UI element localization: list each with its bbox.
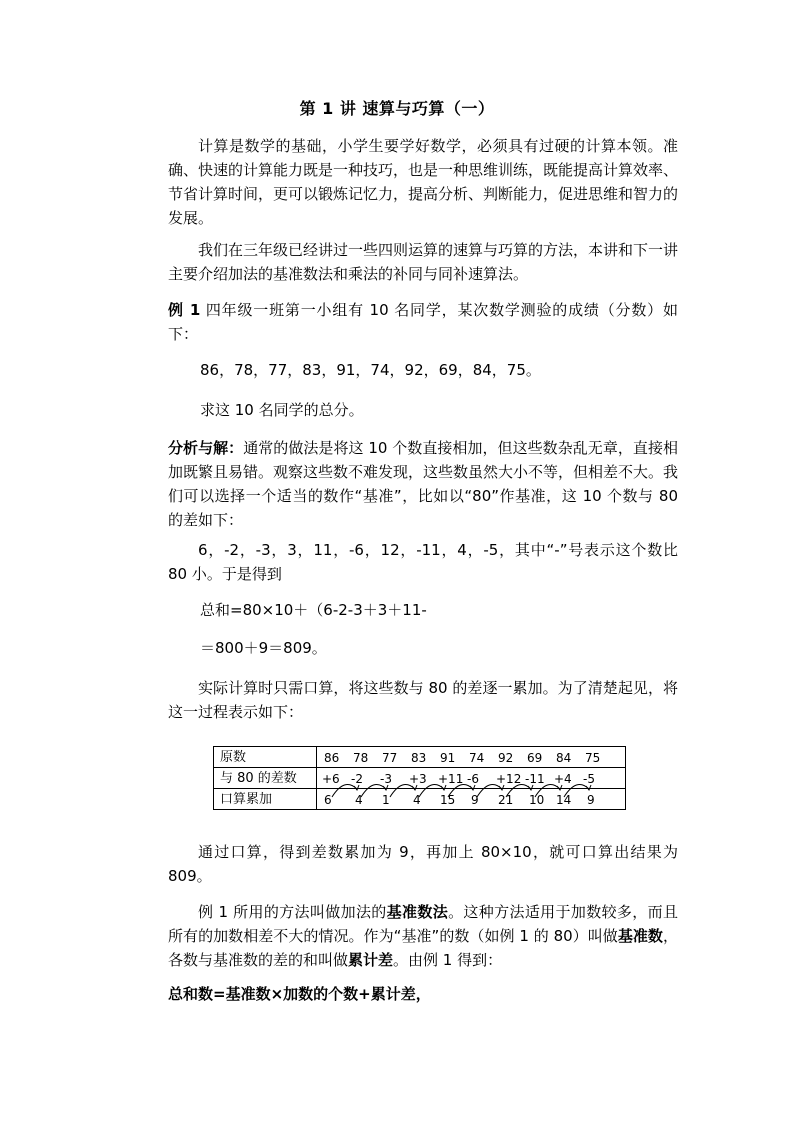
- original-score-cell: 74: [469, 751, 485, 765]
- accumulation-arrow: [477, 785, 502, 798]
- row-header-original: 原数: [220, 750, 247, 765]
- cumulative-cell: 14: [556, 793, 572, 807]
- arrow-head: [499, 785, 504, 790]
- original-score-cell: 86: [324, 751, 340, 765]
- arrow-head: [586, 785, 591, 790]
- original-score-cell: 75: [585, 751, 601, 765]
- difference-cell: +12: [496, 772, 522, 786]
- arrow-head: [528, 785, 533, 790]
- term-base-number: 基准数: [617, 927, 663, 945]
- method-paragraph: [168, 900, 678, 972]
- accumulation-arrow: [535, 785, 560, 798]
- cumulative-cell: 10: [529, 793, 545, 807]
- original-score-cell: 84: [556, 751, 572, 765]
- original-score-cell: 77: [382, 751, 398, 765]
- overview-paragraph: 我们在三年级已经讲过一些四则运算的速算与巧算的方法，本讲和下一讲主要介绍加法的基准数法和乘法的补同与同补速算法。: [168, 241, 679, 283]
- cumulative-cell: 9: [471, 793, 479, 807]
- question-line: 求这 10 名同学的总分。: [200, 401, 364, 419]
- accumulation-table: [213, 746, 626, 810]
- result-paragraph: 通过口算，得到差数累加为 9，再加上 80×10，就可口算出结果为 809。: [168, 843, 678, 885]
- scores-line: 86，78，77，83，91，74，92，69，84，75。: [200, 361, 541, 379]
- cumulative-cell: 4: [355, 793, 363, 807]
- original-score-cell: 91: [440, 751, 456, 765]
- original-score-cell: 83: [411, 751, 427, 765]
- row-header-cumulative: 口算累加: [220, 792, 273, 807]
- arrow-head: [412, 785, 417, 790]
- original-score-cell: 69: [527, 751, 543, 765]
- difference-cell: +4: [554, 772, 572, 786]
- arrow-head: [354, 785, 359, 790]
- difference-cell: -11: [525, 772, 545, 786]
- difference-cell: +6: [322, 772, 340, 786]
- cumulative-cell: 4: [413, 793, 421, 807]
- lesson-title: 第 1 讲 速算与巧算（一）: [299, 99, 495, 118]
- accumulation-arrows: [214, 747, 627, 811]
- cumulative-cell: 9: [587, 793, 595, 807]
- method-text-a: 例 1 所用的方法叫做加法的: [198, 903, 387, 921]
- arrow-head: [441, 785, 446, 790]
- differences-paragraph: 6，-2，-3，3，11，-6，12，-11，4，-5，其中“-”号表示这个数比 80 小。于是得到: [168, 541, 678, 583]
- difference-cell: -6: [467, 772, 479, 786]
- row-header-differences: 与 80 的差数: [220, 771, 297, 786]
- accumulation-arrow: [332, 785, 357, 798]
- cumulative-cell: 6: [324, 793, 332, 807]
- example-1-label: 例 1: [168, 301, 201, 319]
- cumulative-cell: 15: [440, 793, 456, 807]
- arrow-head: [383, 785, 388, 790]
- sum-line-2: ＝800＋9＝809。: [200, 639, 327, 657]
- analysis-paragraph: [168, 436, 678, 532]
- difference-cell: +3: [409, 772, 427, 786]
- arrow-head: [557, 785, 562, 790]
- accumulation-arrow: [361, 785, 386, 798]
- term-base-number-method: 基准数法: [386, 903, 449, 921]
- actual-calc-paragraph: 实际计算时只需口算，将这些数与 80 的差逐一累加。为了清楚起见，将这一过程表示如下：: [168, 679, 678, 721]
- term-cumulative-difference: 累计差: [348, 951, 394, 969]
- cumulative-cell: 1: [382, 793, 390, 807]
- analysis-label: 分析与解：: [168, 439, 244, 457]
- intro-paragraph: 计算是数学的基础，小学生要学好数学，必须具有过硬的计算本领。准确、快速的计算能力既是一种技巧，也是一种思维训练，既能提高计算效率、节省计算时间，更可以锻炼记忆力，提高分析、判断能力，促进思维和智力的发展。: [168, 137, 679, 227]
- difference-cell: -3: [380, 772, 392, 786]
- difference-cell: -2: [351, 772, 363, 786]
- analysis-text: 通常的做法是将这 10 个数直接相加，但这些数杂乱无章，直接相加既繁且易错。观察这些数不难发现，这些数虽然大小不等，但相差不大。我们可以选择一个适当的数作“基准”，比如以“80”作基准，这 10 个数与 80 的差如下：: [168, 439, 679, 529]
- method-text-e: 。由例 1 得到：: [393, 951, 503, 969]
- sum-line-1: 总和=80×10＋（6-2-3＋3＋11-: [200, 601, 427, 619]
- method-text-c: 。这种方法适用于加数较多，而且所有的加数相差不大的情况。作为“基准”的数（如例 1 的 80）叫做: [168, 903, 678, 945]
- difference-cell: +11: [438, 772, 464, 786]
- cumulative-cell: 21: [498, 793, 514, 807]
- accumulation-arrow: [419, 785, 444, 798]
- difference-cell: -5: [583, 772, 595, 786]
- accumulation-arrow: [506, 785, 531, 798]
- accumulation-arrow: [564, 785, 589, 798]
- formula-line: 总和数=基准数×加数的个数+累计差，: [168, 985, 431, 1003]
- accumulation-arrow: [448, 785, 473, 798]
- original-score-cell: 92: [498, 751, 514, 765]
- method-text-d: ，各数与基准数的差的和叫做: [168, 927, 678, 969]
- example-1-text: 四年级一班第一小组有 10 名同学，某次数学测验的成绩（分数）如下：: [168, 301, 678, 343]
- example-1-paragraph: [168, 298, 678, 346]
- original-score-cell: 78: [353, 751, 369, 765]
- accumulation-arrow: [390, 785, 415, 798]
- arrow-head: [470, 785, 475, 790]
